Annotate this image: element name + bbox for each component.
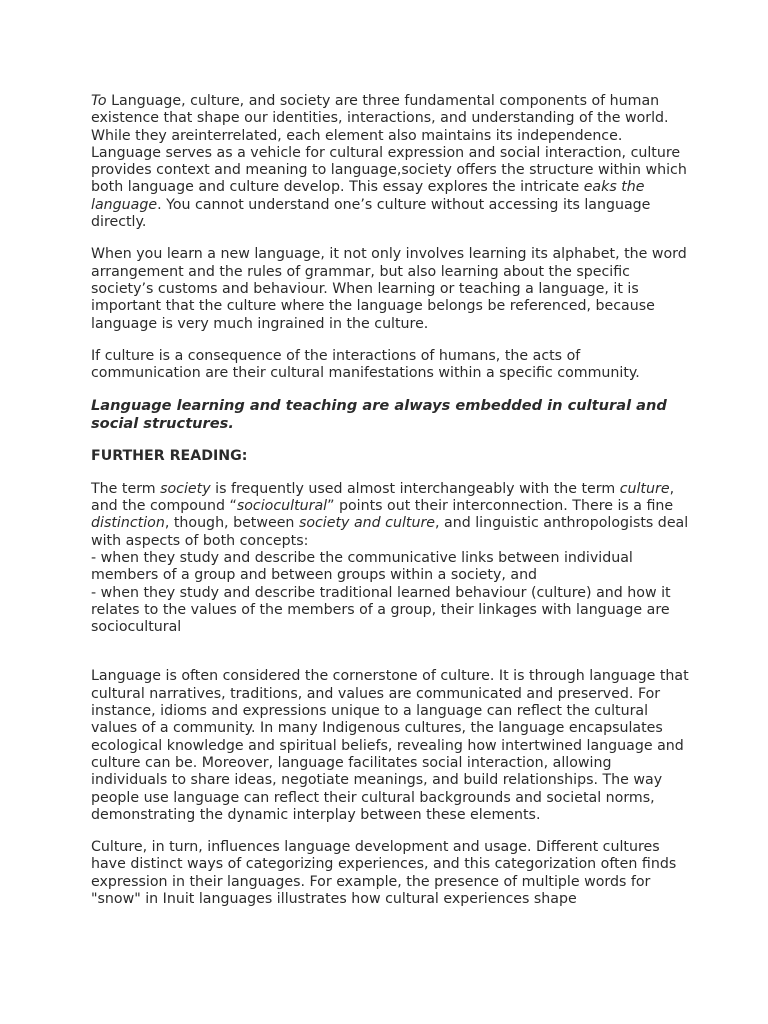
paragraph-learning: When you learn a new language, it not only involves learning its alphabet, the word arrangement and the rules of grammar, but also learning about the specific society’s customs and behaviour. When learning or teaching a language, it is important that the culture where the language belongs be referenced, because language is very much ingrained in the culture. (91, 246, 687, 332)
emphasis-culture: culture (619, 480, 670, 497)
italic-heading: Language learning and teaching are always embedded in cultural and social structures. (91, 397, 667, 433)
intro-lead: To (91, 93, 107, 109)
emphasis-distinction: distinction (91, 515, 165, 532)
further-reading-heading: FURTHER READING: (91, 448, 248, 465)
intro-emphasis: eaks the language (91, 179, 645, 213)
emphasis-sociocultural: sociocultural (236, 498, 328, 515)
text-span: , and linguistic anthropologists deal with aspects of both concepts: (91, 515, 689, 549)
paragraph-cornerstone: Language is often considered the cornerstone of culture. It is through language that cultural narratives, traditions, and values are communicated and preserved. For instance, idioms and expressions unique to a language can reflect the cultural values of a community. In many Indigenous cultures, the language encapsulates ecological knowledge and spiritual beliefs, revealing how intertwined language and culture can be. Moreover, language facilitates social interaction, allowing individuals to share ideas, negotiate meanings, and build relationships. The way people use language can reflect their cultural backgrounds and societal norms, demonstrating the dynamic interplay between these elements. (91, 668, 689, 823)
intro-paragraph (91, 93, 691, 231)
text-span: , though, between (164, 515, 299, 532)
bullet-line-2: - when they study and describe traditional learned behaviour (culture) and how it relates to the values of the members of a group, their linkages with language are sociocultural (91, 584, 671, 636)
paragraph-society-culture (91, 481, 691, 637)
paragraph-culture-influence: Culture, in turn, influences language development and usage. Different cultures have distinct ways of categorizing experiences, and this categorization often finds expression in their languages. For example, the presence of multiple words for "snow" in Inuit languages illustrates how cultural experiences shape (91, 839, 677, 907)
text-span: ” points out their interconnection. There is a fine (327, 498, 674, 515)
emphasis-society-and-culture: society and culture (298, 515, 436, 532)
society-culture-text (91, 481, 691, 550)
intro-text: Language, culture, and society are three fundamental components of human existence that shape our identities, interactions, and understanding of the world. While they areinterrelated, each element also maintains its independence. Language serves as a vehicle for cultural expression and social interaction, culture provides context and meaning to language,society offers the structure within which both language and culture develop. This essay explores the intricate (91, 93, 687, 196)
paragraph-culture-consequence: If culture is a consequence of the interactions of humans, the acts of communication are their cultural manifestations within a specific community. (91, 347, 640, 382)
intro-text-end: . You cannot understand one’s culture without accessing its language directly. (91, 196, 651, 231)
text-span: is frequently used almost interchangeably with the term (210, 480, 620, 497)
document-body (91, 93, 691, 908)
text-span: The term (91, 480, 161, 497)
bullet-line-1: - when they study and describe the communicative links between individual members of a group and between groups within a society, and (91, 549, 633, 584)
text-span: , and the compound “ (91, 480, 675, 515)
emphasis-society: society (160, 480, 211, 497)
